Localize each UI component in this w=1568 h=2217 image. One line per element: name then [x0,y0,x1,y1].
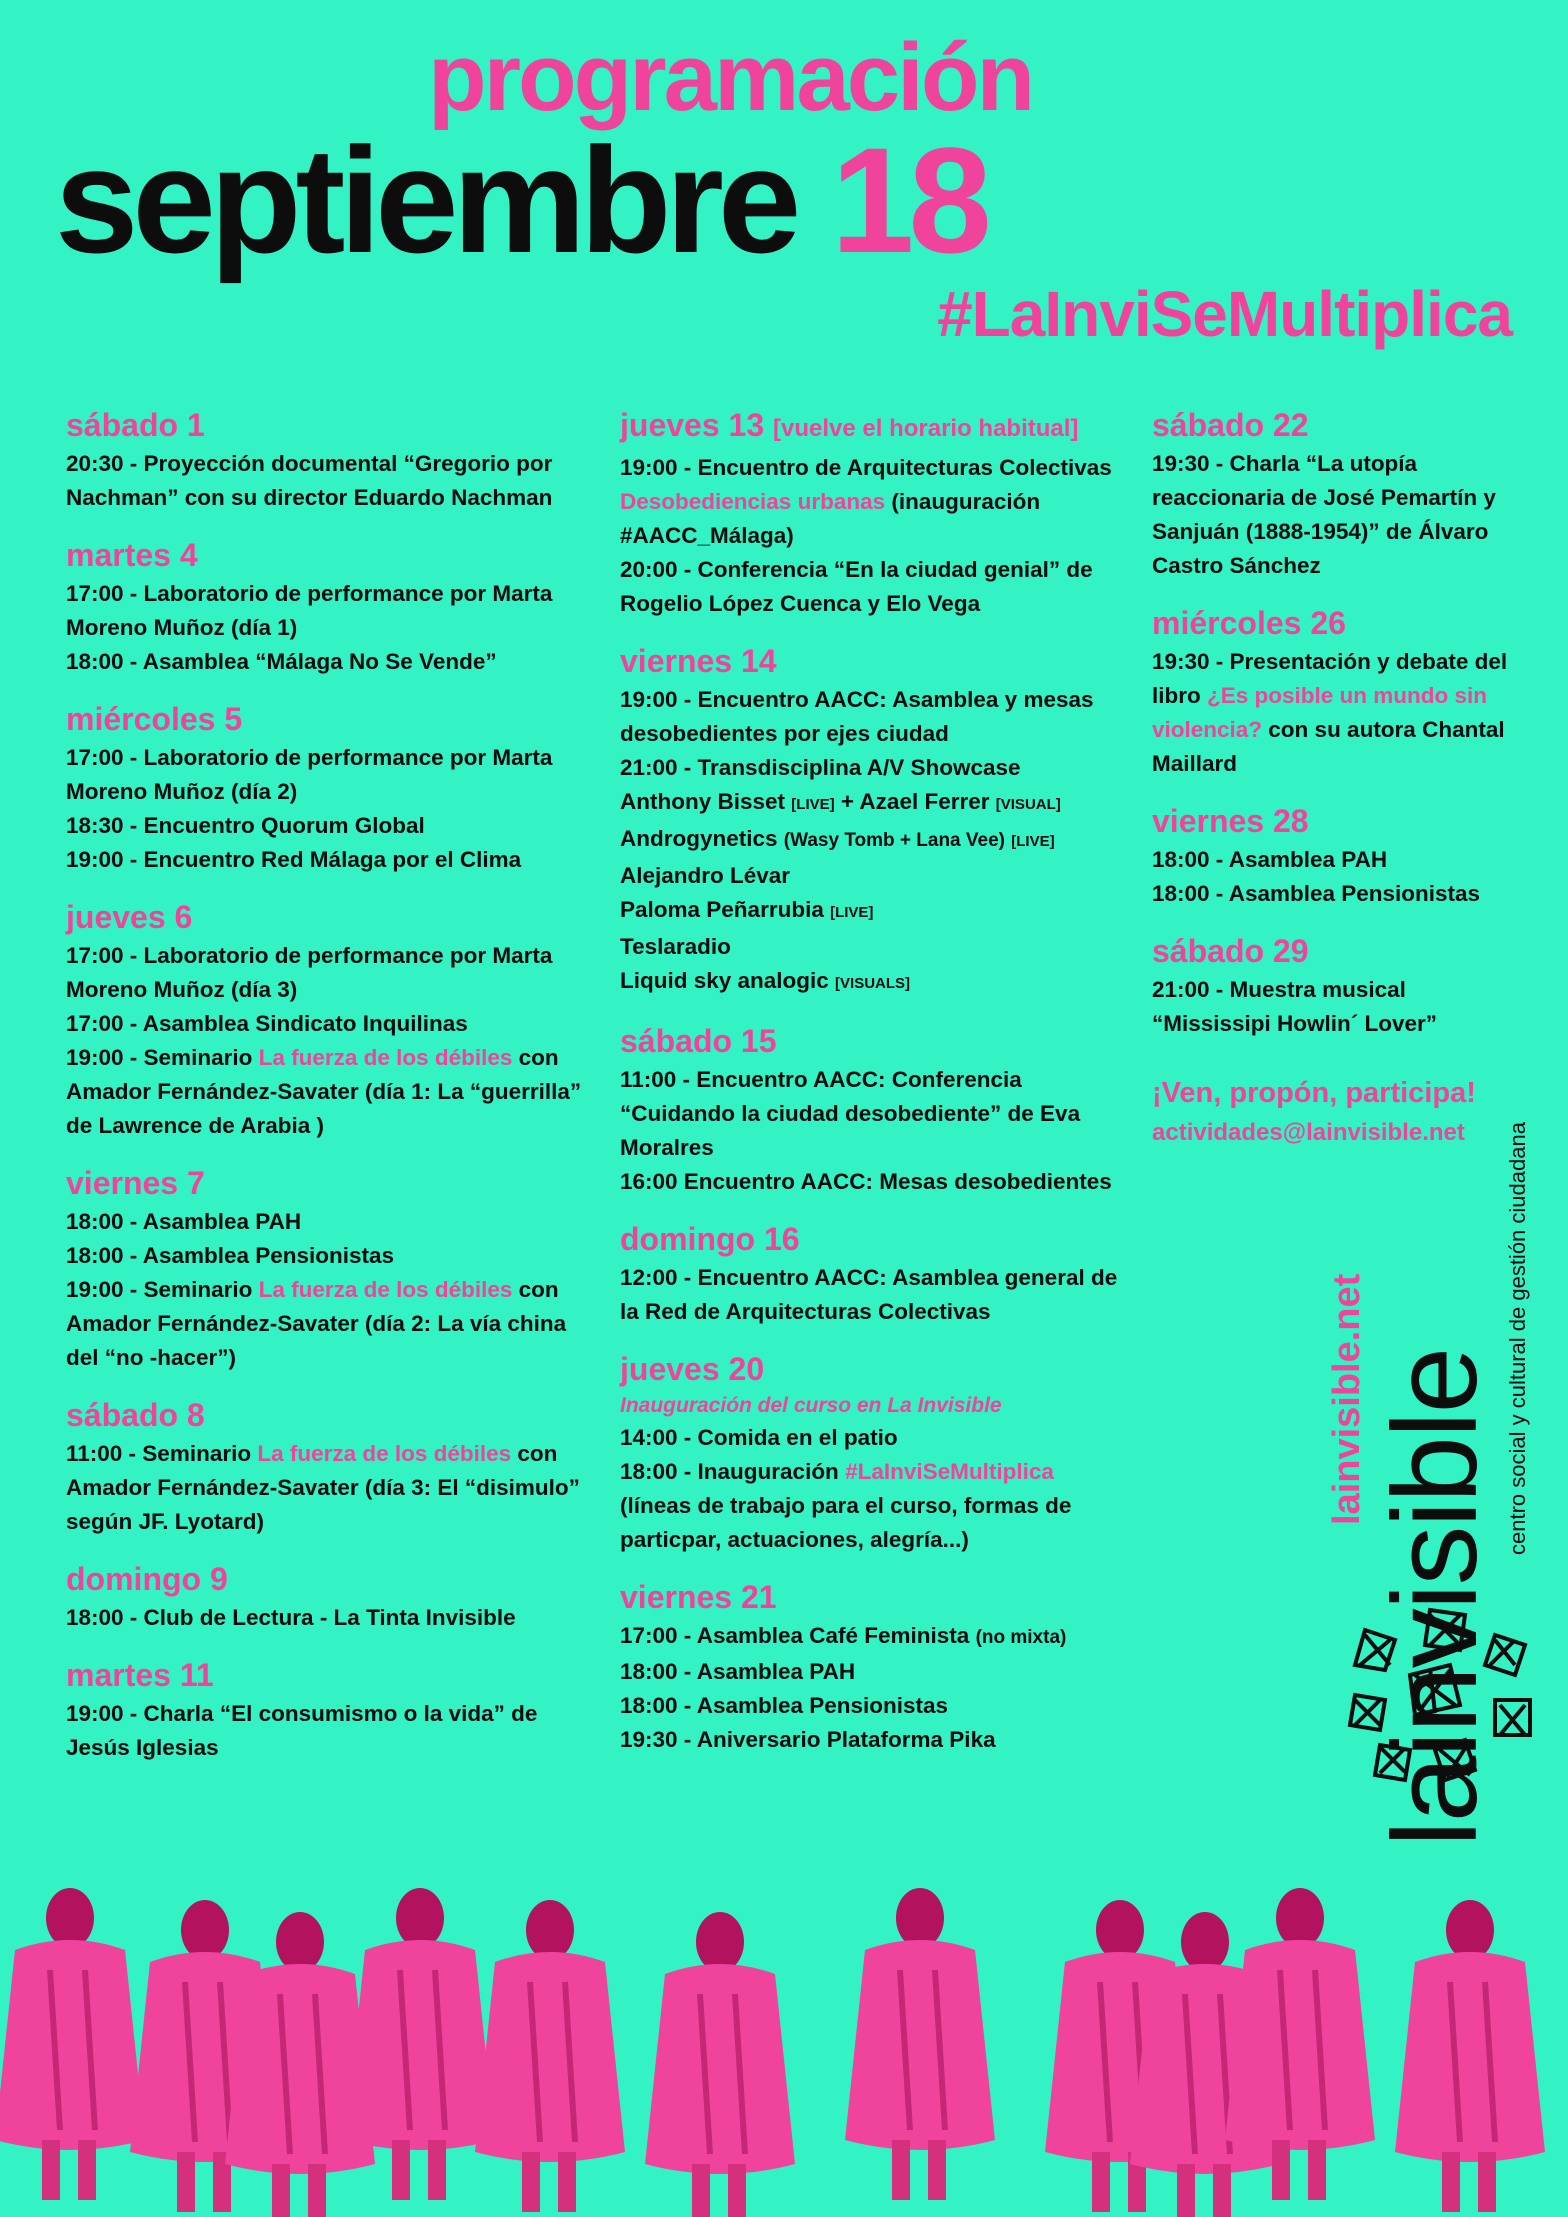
event-highlight: La fuerza de los débiles [258,1277,513,1302]
event-item [620,1689,1140,1723]
day-title: viernes 14 [620,643,777,679]
day-title: viernes 21 [620,1579,777,1615]
day-section [620,1021,1140,1199]
event-text: 18:00 - Asamblea PAH [66,1209,302,1234]
day-heading [66,1163,596,1203]
caped-figure [845,1888,995,2200]
day-section [1152,603,1522,781]
event-text: Teslaradio [620,934,731,959]
caped-figure [225,1912,375,2217]
logo-scribble-flower-icon [1335,1605,1535,1785]
event-highlight: #LaInviSeMultiplica [845,1459,1054,1484]
event-item [66,843,596,877]
event-text: Paloma Peñarrubia [620,897,831,922]
heading-programacion: programación [428,24,1033,131]
day-heading [66,535,596,575]
event-item [1152,447,1522,583]
day-title: jueves 20 [620,1351,765,1387]
event-text: 18:00 - Asamblea “Málaga No Se Vende” [66,649,497,674]
day-heading [1152,931,1522,971]
event-text: 20:30 - Proyección documental “Gregorio por Nachman” con su director Eduardo Nachman [66,451,553,510]
caped-figure [1395,1900,1545,2212]
day-note: [vuelve el horario habitual] [773,415,1079,442]
day-subtitle: Inauguración del curso en La Invisible [620,1394,1002,1417]
lainvisible-logo [1325,1122,1545,1855]
event-item [66,1007,596,1041]
event-item [1152,877,1522,911]
event-text: 18:00 - Club de Lectura - La Tinta Invisible [66,1605,516,1630]
day-section [1152,801,1522,911]
event-text: 18:00 - Inauguración [620,1459,846,1484]
event-text: 11:00 - Encuentro AACC: Conferencia “Cuidando la ciudad desobediente” de Eva Moralres [620,1067,1081,1160]
event-item [66,809,596,843]
event-text: 18:00 - Asamblea PAH [1152,847,1388,872]
event-item [66,1041,596,1143]
day-title: sábado 1 [66,407,205,443]
caped-figure [475,1900,625,2212]
event-highlight: La fuerza de los débiles [258,1045,513,1070]
day-section [620,641,1140,1001]
event-item [620,1261,1140,1329]
logo-url[interactable]: lainvisible.net [1326,1273,1368,1525]
day-list [620,405,1140,1757]
event-item [1152,843,1522,877]
call-to-action [1152,1071,1522,1151]
schedule-column-1 [66,405,596,1785]
day-title: martes 11 [66,1657,214,1693]
day-section [66,1655,596,1765]
event-item [620,1063,1140,1165]
day-section [66,1395,596,1539]
schedule-column-2 [620,405,1140,1777]
event-highlight: Desobediencias urbanas [620,489,886,514]
day-title: jueves 13 [620,407,765,443]
event-tag: (no mixta) [975,1627,1067,1648]
event-item [1152,645,1522,781]
event-text: 18:00 - Asamblea Pensionistas [66,1243,395,1268]
day-list [66,405,596,1765]
day-heading [66,699,596,739]
event-item [66,939,596,1007]
day-title: miércoles 5 [66,701,243,737]
event-text: 18:30 - Encuentro Quorum Global [66,813,425,838]
day-title: viernes 28 [1152,803,1309,839]
event-text: 19:30 - Aniversario Plataforma Pika [620,1727,996,1752]
event-text: con Amador Fernández-Savater (día 1: La “guerrilla” de Lawrence de Arabia ) [66,1045,582,1138]
event-tag: [VISUAL] [995,796,1061,813]
day-title: domingo 16 [620,1221,800,1257]
event-text: Liquid sky analogic [620,968,836,993]
event-text: + Azael Ferrer [834,789,996,814]
event-item [620,964,1140,1001]
event-tag: [LIVE] [1011,833,1055,850]
event-text: 19:00 - Encuentro de Arquitecturas Colectivas [620,455,1112,480]
event-item [620,1455,1140,1489]
event-highlight: La fuerza de los débiles [257,1441,512,1466]
event-item [620,1165,1140,1199]
day-title: domingo 9 [66,1561,228,1597]
day-heading [620,1349,1140,1389]
event-item [620,1655,1140,1689]
year-label: 18 [831,116,986,284]
day-heading [620,1577,1140,1617]
day-heading [66,897,596,937]
event-text: 21:00 - Transdisciplina A/V Showcase [620,755,1021,780]
event-text: 18:00 - Asamblea PAH [620,1659,856,1684]
event-item [66,1205,596,1239]
event-text: (líneas de trabajo para el curso, formas de particpar, actuaciones, alegría...) [620,1493,1072,1552]
event-text: con su autora Chantal Maillard [1152,717,1505,776]
event-text: (inauguración #AACC_Málaga) [620,489,1041,548]
day-heading [66,405,596,445]
month-label: septiembre [55,116,796,284]
event-text: 19:00 - Encuentro Red Málaga por el Clima [66,847,522,872]
day-list [1152,405,1522,1041]
day-title: jueves 6 [66,899,193,935]
day-section [66,405,596,515]
event-text: 12:00 - Encuentro AACC: Asamblea general de la Red de Arquitecturas Colectivas [620,1265,1118,1324]
day-heading [66,1655,596,1695]
event-text: 19:30 - Presentación y debate del libro [1152,649,1508,708]
event-text: 17:00 - Laboratorio de performance por Marta Moreno Muñoz (día 1) [66,581,553,640]
day-section [66,1559,596,1635]
day-title: sábado 29 [1152,933,1309,969]
event-item [620,893,1140,930]
event-item [66,447,596,515]
day-title: miércoles 26 [1152,605,1346,641]
event-text: 19:00 - Encuentro AACC: Asamblea y mesas desobedientes por ejes ciudad [620,687,1094,746]
event-text: 19:00 - Seminario [66,1277,259,1302]
event-text: 19:30 - Charla “La utopía reaccionaria de José Pemartín y Sanjuán (1888-1954)” de Álvaro Castro Sánchez [1152,451,1496,578]
event-item [620,1619,1140,1655]
day-heading [66,1559,596,1599]
event-text: Anthony Bisset [620,789,792,814]
event-highlight: ¿Es posible un mundo sin violencia? [1152,683,1488,742]
day-title: viernes 7 [66,1165,205,1201]
day-section [620,1577,1140,1757]
event-tag: [LIVE] [791,796,835,813]
event-text: 20:00 - Conferencia “En la ciudad genial” de Rogelio López Cuenca y Elo Vega [620,557,1093,616]
day-heading [66,1395,596,1435]
event-item [620,859,1140,893]
day-heading [620,1219,1140,1259]
day-section [66,699,596,877]
event-item [620,553,1140,621]
logo-tagline: centro social y cultural de gestión ciudadana [1505,1122,1530,1555]
event-text: 19:00 - Charla “El consumismo o la vida” de Jesús Iglesias [66,1701,538,1760]
event-text: 17:00 - Asamblea Café Feminista [620,1623,976,1648]
event-text: 14:00 - Comida en el patio [620,1425,898,1450]
event-text: 16:00 Encuentro AACC: Mesas desobedientes [620,1169,1112,1194]
day-heading [620,1021,1140,1061]
cta-email-link[interactable]: actividades@lainvisible.net [1152,1119,1465,1146]
cta-slogan: ¡Ven, propón, participa! [1152,1077,1476,1109]
event-text: con Amador Fernández-Savater (día 3: El “disimulo” según JF. Lyotard) [66,1441,580,1534]
event-item [620,1421,1140,1455]
event-text: 18:00 - Asamblea Pensionistas [1152,881,1481,906]
event-item [66,1239,596,1273]
event-text: 17:00 - Laboratorio de performance por Marta Moreno Muñoz (día 3) [66,943,553,1002]
heading-month [55,116,986,284]
day-title: martes 4 [66,537,198,573]
day-heading [1152,603,1522,643]
event-item [66,645,596,679]
event-item [620,822,1140,859]
day-section [66,535,596,679]
event-text: 17:00 - Laboratorio de performance por Marta Moreno Muñoz (día 2) [66,745,553,804]
event-text: 17:00 - Asamblea Sindicato Inquilinas [66,1011,468,1036]
hashtag: #LaInviSeMultiplica [937,278,1512,350]
event-item [620,1723,1140,1757]
day-section [1152,405,1522,583]
day-section [620,405,1140,621]
event-text: Androgynetics [620,826,784,851]
event-item [620,930,1140,964]
event-item [66,577,596,645]
day-heading [620,405,1140,449]
caped-figures-illustration [0,1860,1568,2217]
event-text: 11:00 - Seminario [66,1441,258,1466]
event-item [620,451,1140,553]
logo-wordmark: lainvisible [1368,1348,1502,1847]
day-section [1152,931,1522,1041]
day-section [620,1219,1140,1329]
event-text: 18:00 - Asamblea Pensionistas [620,1693,949,1718]
event-tag: [VISUALS] [835,975,911,992]
schedule-column-3 [1152,405,1522,1151]
event-item [620,683,1140,751]
event-text: 19:00 - Seminario [66,1045,259,1070]
day-title: sábado 22 [1152,407,1309,443]
event-text: con Amador Fernández-Savater (día 2: La vía china del “no -hacer”) [66,1277,567,1370]
day-heading [620,641,1140,681]
event-text: 21:00 - Muestra musical “Mississipi Howlin´ Lover” [1152,977,1438,1036]
day-section [66,897,596,1143]
day-title: sábado 8 [66,1397,205,1433]
day-heading [1152,405,1522,445]
event-tag: [LIVE] [830,904,874,921]
event-text: Alejandro Lévar [620,863,791,888]
day-title: sábado 15 [620,1023,777,1059]
event-item [620,785,1140,822]
event-tag: (Wasy Tomb + Lana Vee) [783,830,1005,851]
caped-figure [645,1912,795,2217]
caped-figure [0,1888,145,2200]
event-item [1152,973,1522,1041]
event-item [66,1273,596,1375]
event-item [66,741,596,809]
event-item [620,751,1140,785]
day-heading [1152,801,1522,841]
day-section [620,1349,1140,1557]
event-item [66,1601,596,1635]
event-item [66,1437,596,1539]
day-section [66,1163,596,1375]
event-item [620,1489,1140,1557]
event-item [66,1697,596,1765]
